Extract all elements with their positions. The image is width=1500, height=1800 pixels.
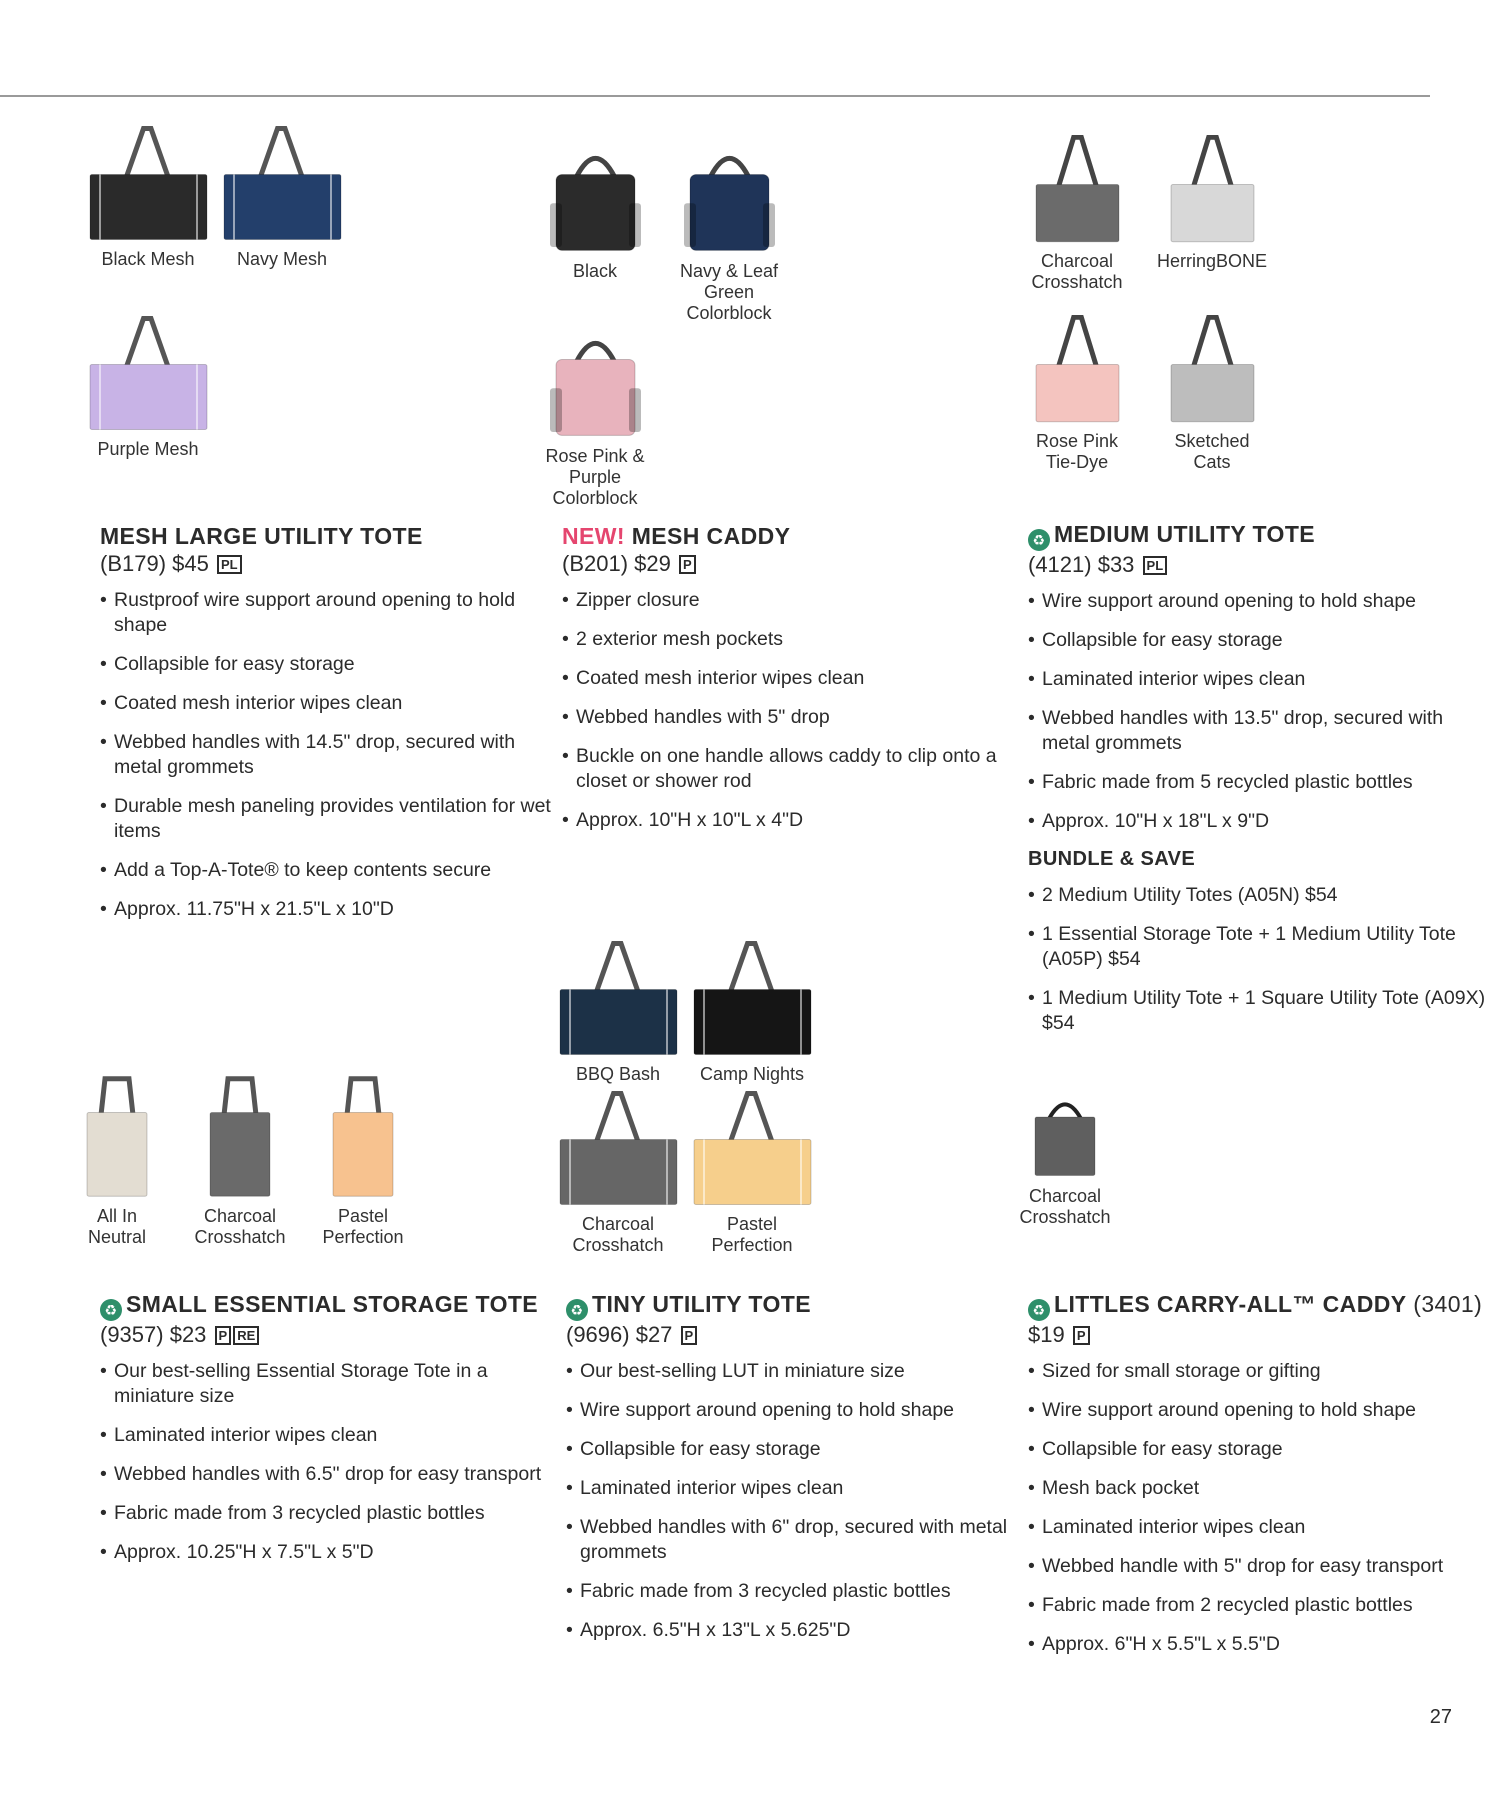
feature-item: • Approx. 10.25"H x 7.5"L x 5"D [100, 1540, 560, 1565]
swatch-label: Sketched Cats [1174, 431, 1250, 472]
color-swatch [83, 315, 213, 460]
feature-item: • Fabric made from 2 recycled plastic bottles [1028, 1593, 1488, 1618]
feature-item: • Our best-selling LUT in miniature size [566, 1359, 1026, 1384]
product-title [1028, 1290, 1488, 1321]
tote-bag-image [1165, 315, 1260, 425]
feature-list [100, 1359, 560, 1565]
top-divider [0, 95, 1430, 97]
product-name: SMALL ESSENTIAL STORAGE TOTE [126, 1291, 539, 1317]
feature-item: • Approx. 6.5"H x 13"L x 5.625"D [566, 1618, 1026, 1643]
swatch-label: Charcoal Crosshatch [1031, 251, 1123, 292]
color-swatch [1012, 135, 1142, 293]
tote-bag-image [548, 325, 643, 440]
new-tag: NEW! [562, 523, 632, 549]
feature-item: • Collapsible for easy storage [100, 652, 560, 677]
swatch-label: Camp Nights [699, 1064, 805, 1084]
tote-bag-image [86, 125, 211, 243]
feature-item: • Collapsible for easy storage [1028, 628, 1488, 653]
feature-item: • Wire support around opening to hold shape [1028, 589, 1488, 614]
product-block [100, 1290, 560, 1579]
tote-bag-image [323, 1075, 403, 1200]
product-price: (9357) $23 P RE [100, 1321, 560, 1349]
feature-item: • Mesh back pocket [1028, 1476, 1488, 1501]
feature-item: • Webbed handles with 14.5" drop, secured with metal grommets [100, 730, 560, 780]
swatch-label: All In Neutral [87, 1206, 147, 1247]
tote-bag-image [200, 1075, 280, 1200]
program-badge: PL [1143, 556, 1168, 575]
swatch-label: Pastel Perfection [322, 1206, 404, 1247]
feature-item: • Zipper closure [562, 588, 1022, 613]
swatch-label: Charcoal Crosshatch [1019, 1186, 1111, 1227]
feature-item: • Approx. 10"H x 18"L x 9"D [1028, 809, 1488, 834]
swatch-label: Black [572, 261, 617, 281]
tote-bag-image [77, 1075, 157, 1200]
page-number: 27 [1429, 1706, 1452, 1728]
feature-item: • Webbed handles with 13.5" drop, secured with metal grommets [1028, 706, 1488, 756]
feature-item: • Webbed handle with 5" drop for easy transport [1028, 1554, 1488, 1579]
feature-item: • Laminated interior wipes clean [1028, 1515, 1488, 1540]
product-block [100, 522, 560, 936]
color-swatch [217, 125, 347, 270]
product-block [1028, 520, 1488, 1050]
feature-item: • Fabric made from 3 recycled plastic bottles [566, 1579, 1026, 1604]
feature-item: • Laminated interior wipes clean [566, 1476, 1026, 1501]
color-swatch [83, 125, 213, 270]
tote-bag-image [548, 140, 643, 255]
feature-item: • Webbed handles with 6.5" drop for easy transport [100, 1462, 560, 1487]
feature-item: • Webbed handles with 5" drop [562, 705, 1022, 730]
tote-bag-image [1030, 135, 1125, 245]
color-swatch [1147, 315, 1277, 473]
swatch-label: Rose Pink & Purple Colorblock [545, 446, 645, 508]
feature-item: • Durable mesh paneling provides ventilation for wet items [100, 794, 560, 844]
feature-item: • Fabric made from 3 recycled plastic bottles [100, 1501, 560, 1526]
feature-item: • Buckle on one handle allows caddy to clip onto a closet or shower rod [562, 744, 1022, 794]
feature-list [100, 588, 560, 922]
feature-list [562, 588, 1022, 833]
product-price: (B201) $29 P [562, 550, 1022, 578]
product-price: (9696) $27 P [566, 1321, 1026, 1349]
product-block [1028, 1290, 1488, 1671]
color-swatch [553, 1090, 683, 1256]
bundle-item: • 1 Medium Utility Tote + 1 Square Utility Tote (A09X) $54 [1028, 986, 1488, 1036]
color-swatch [530, 325, 660, 509]
tote-bag-image [690, 940, 815, 1058]
product-block [566, 1290, 1026, 1657]
product-code: (3401) [1406, 1291, 1483, 1317]
feature-item: • Fabric made from 5 recycled plastic bottles [1028, 770, 1488, 795]
color-swatch [687, 940, 817, 1085]
product-block [562, 522, 1022, 847]
tote-bag-image [682, 140, 777, 255]
tote-bag-image [1165, 135, 1260, 245]
product-price: (4121) $33 PL [1028, 551, 1488, 579]
feature-item: • Wire support around opening to hold shape [1028, 1398, 1488, 1423]
product-name: TINY UTILITY TOTE [592, 1291, 811, 1317]
program-badge: P [215, 1326, 232, 1345]
feature-item: • Coated mesh interior wipes clean [562, 666, 1022, 691]
feature-item: • Webbed handles with 6" drop, secured with metal grommets [566, 1515, 1026, 1565]
swatch-label: Pastel Perfection [711, 1214, 793, 1255]
recycle-icon: ♻ [1028, 529, 1050, 551]
tote-bag-image [86, 315, 211, 433]
program-badge: P [679, 555, 696, 574]
feature-list [566, 1359, 1026, 1643]
swatch-label: Purple Mesh [97, 439, 199, 459]
product-name: LITTLES CARRY-ALL™ CADDY [1054, 1291, 1407, 1317]
swatch-label: Black Mesh [101, 249, 195, 269]
program-badge: P [681, 1326, 698, 1345]
swatch-label: Charcoal Crosshatch [572, 1214, 664, 1255]
product-name: MEDIUM UTILITY TOTE [1054, 521, 1316, 547]
feature-item: • Laminated interior wipes clean [1028, 667, 1488, 692]
program-badge: RE [233, 1326, 259, 1345]
tote-bag-image [556, 1090, 681, 1208]
program-badge: P [1073, 1326, 1090, 1345]
color-swatch [298, 1075, 428, 1248]
feature-item: • Approx. 10"H x 10"L x 4"D [562, 808, 1022, 833]
feature-item: • Sized for small storage or gifting [1028, 1359, 1488, 1384]
swatch-label: Rose Pink Tie-Dye [1035, 431, 1119, 472]
feature-item: • Wire support around opening to hold shape [566, 1398, 1026, 1423]
tote-bag-image [220, 125, 345, 243]
color-swatch [175, 1075, 305, 1248]
color-swatch [1147, 135, 1277, 272]
feature-item: • Coated mesh interior wipes clean [100, 691, 560, 716]
feature-item: • Collapsible for easy storage [1028, 1437, 1488, 1462]
swatch-label: Navy & Leaf Green Colorblock [679, 261, 779, 323]
product-title [100, 522, 560, 550]
bundle-item: • 2 Medium Utility Totes (A05N) $54 [1028, 883, 1488, 908]
program-badge: PL [217, 555, 242, 574]
recycle-icon: ♻ [100, 1299, 122, 1321]
feature-item: • Collapsible for easy storage [566, 1437, 1026, 1462]
bundle-list [1028, 883, 1488, 1036]
color-swatch [687, 1090, 817, 1256]
feature-item: • 2 exterior mesh pockets [562, 627, 1022, 652]
tote-bag-image [690, 1090, 815, 1208]
product-title [562, 522, 1022, 550]
swatch-label: Charcoal Crosshatch [194, 1206, 286, 1247]
swatch-label: HerringBONE [1156, 251, 1268, 271]
feature-item: • Rustproof wire support around opening to hold shape [100, 588, 560, 638]
feature-item: • Approx. 11.75"H x 21.5"L x 10"D [100, 897, 560, 922]
feature-item: • Laminated interior wipes clean [100, 1423, 560, 1448]
feature-item: • Add a Top-A-Tote® to keep contents secure [100, 858, 560, 883]
tote-bag-image [1030, 315, 1125, 425]
feature-item: • Approx. 6"H x 5.5"L x 5.5"D [1028, 1632, 1488, 1657]
recycle-icon: ♻ [1028, 1299, 1050, 1321]
product-title [100, 1290, 560, 1321]
color-swatch [1000, 1090, 1130, 1228]
bundle-item: • 1 Essential Storage Tote + 1 Medium Utility Tote (A05P) $54 [1028, 922, 1488, 972]
color-swatch [664, 140, 794, 324]
color-swatch [530, 140, 660, 282]
color-swatch [52, 1075, 182, 1248]
swatch-label: Navy Mesh [236, 249, 328, 269]
product-price: (B179) $45 PL [100, 550, 560, 578]
product-price: $19 P [1028, 1321, 1488, 1349]
bundle-heading: BUNDLE & SAVE [1028, 848, 1196, 870]
product-title [566, 1290, 1026, 1321]
feature-list [1028, 1359, 1488, 1657]
feature-list [1028, 589, 1488, 834]
recycle-icon: ♻ [566, 1299, 588, 1321]
feature-item: • Our best-selling Essential Storage Tote in a miniature size [100, 1359, 560, 1409]
product-name: MESH LARGE UTILITY TOTE [100, 523, 423, 549]
swatch-label: BBQ Bash [575, 1064, 661, 1084]
color-swatch [553, 940, 683, 1085]
tote-bag-image [556, 940, 681, 1058]
color-swatch [1012, 315, 1142, 473]
product-name: MESH CADDY [631, 523, 791, 549]
product-title [1028, 520, 1488, 551]
tote-bag-image [1025, 1090, 1105, 1180]
